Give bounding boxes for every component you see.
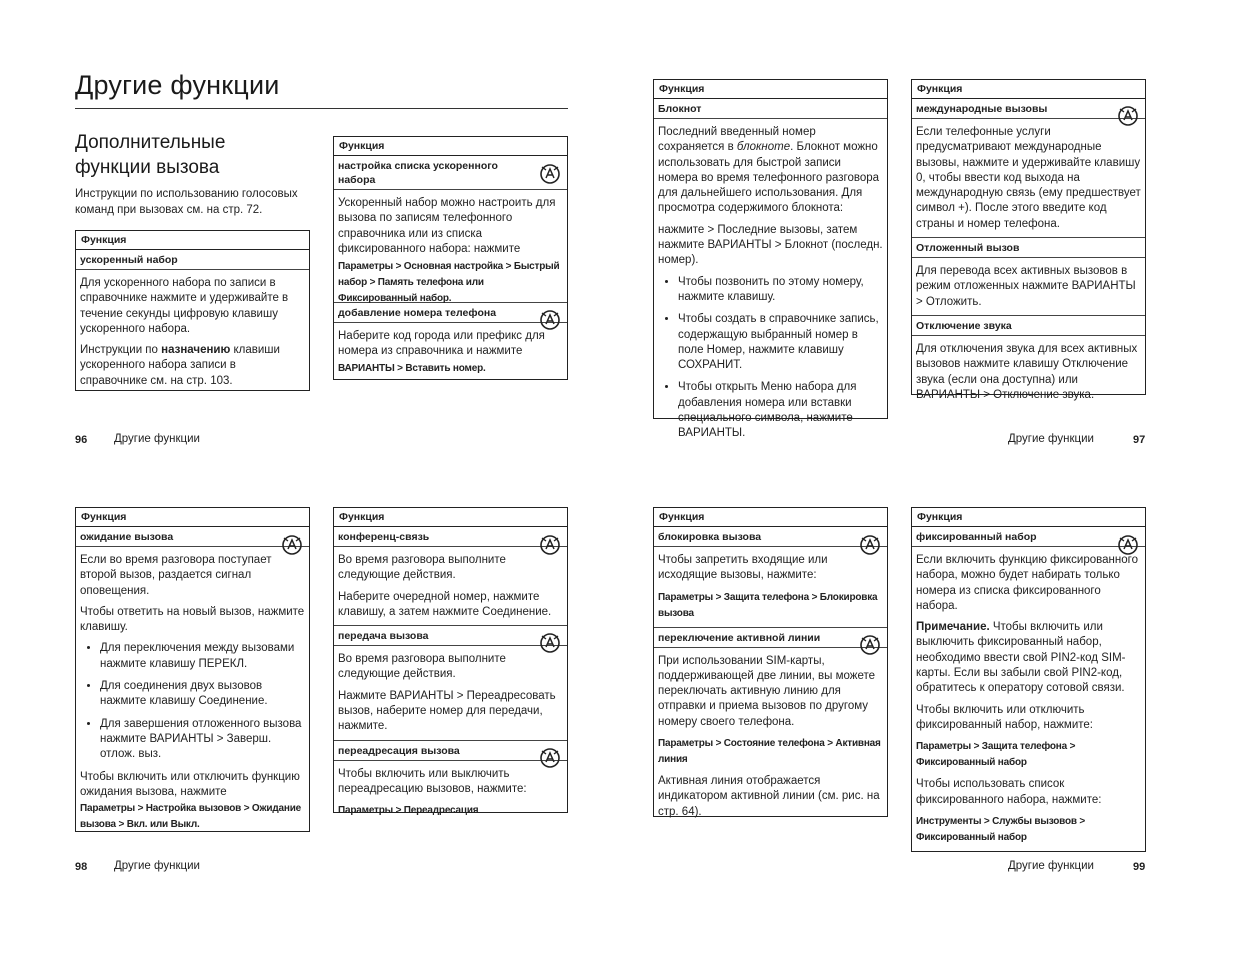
feature-section <box>912 316 1145 408</box>
feature-text: Для ускоренного набора по записи в справочнике нажмите и удерживайте в течение секунды цифровую клавишу ускоренного набора. <box>80 277 289 335</box>
table-header: Функция <box>76 508 309 527</box>
page-number: 96 <box>75 434 88 446</box>
network-feature-icon <box>859 634 881 656</box>
feature-text: При использовании SIM-карты, поддерживающей две линии, вы можете переключать активную линию для отправки и приема вызовов по другому номеру своего телефона. <box>658 654 876 728</box>
feature-section <box>334 156 567 303</box>
feature-section <box>912 238 1145 316</box>
feature-text: нажмите > Последние вызовы, затем нажмите ВАРИАНТЫ > Блокнот (последн. номер). <box>658 223 883 267</box>
feature-title: передача вызова <box>334 628 567 646</box>
page-number: 98 <box>75 861 88 873</box>
list-item: • Для завершения отложенного вызова нажмите ВАРИАНТЫ > Заверш. отлож. выз. <box>100 717 305 763</box>
feature-title: блокировка вызова <box>654 529 887 547</box>
table-header: Функция <box>76 231 309 250</box>
page-number: 97 <box>1133 434 1146 446</box>
table-header: Функция <box>912 508 1145 527</box>
feature-text: Ускоренный набор можно настроить для вызова по записям телефонного справочника или из списка фиксированного набора: нажмите <box>338 197 556 255</box>
feature-text: Для отключения звука для всех активных вызовов нажмите клавишу Отключение звука (если она доступна) или ВАРИАНТЫ > Отключение звука. <box>916 342 1138 401</box>
page-number: 99 <box>1133 861 1146 873</box>
feature-text: Если телефонные услуги предусматривают международные вызовы, нажмите и удерживайте клавишу 0, чтобы ввести код выхода на международную связь (ему предшествует символ +). После этого введите код страны и номер телефона. <box>916 126 1141 230</box>
list-item: • Чтобы создать в справочнике запись, содержащую выбранный номер в поле Номер, нажмите клавишу СОХРАНИТ. <box>678 312 883 373</box>
feature-section <box>334 527 567 626</box>
running-footer: Другие функции <box>1008 433 1094 445</box>
feature-title: Блокнот <box>654 101 887 119</box>
text-span: Чтобы включить или выключить фиксированный набор, необходимо ввести свой PIN2-код SIM-карты. Если вы забыли свой PIN2-код, обратитесь к оператору сотовой связи. <box>916 621 1126 695</box>
feature-text: Чтобы использовать список фиксированного набора, нажмите: <box>916 778 1102 806</box>
bullet-list <box>658 275 883 442</box>
link-text: назначению <box>161 344 231 357</box>
feature-text: Чтобы запретить входящие или исходящие вызовы, нажмите: <box>658 554 828 582</box>
network-feature-icon <box>539 163 561 185</box>
feature-table <box>653 507 888 817</box>
text-span: Инструкции по <box>80 344 162 357</box>
feature-section <box>334 626 567 740</box>
feature-table <box>75 230 310 391</box>
text-span: клавиши ускоренного набора записи в справочнике см. на стр. 103. <box>80 344 280 387</box>
feature-section <box>912 99 1145 238</box>
feature-section <box>654 628 887 825</box>
feature-text <box>658 125 883 217</box>
feature-title: Отложенный вызов <box>912 240 1145 258</box>
feature-text: Чтобы включить или выключить переадресацию вызовов, нажмите: <box>338 767 527 795</box>
menu-path: Параметры > Защита телефона > Блокировка вызова <box>658 591 878 619</box>
table-header: Функция <box>334 508 567 527</box>
section-heading-line2: функции вызова <box>75 157 220 178</box>
list-item: • Чтобы открыть Меню набора для добавления номера или вставки специального символа, нажмите ВАРИАНТЫ. <box>678 380 883 441</box>
note-label: Примечание. <box>916 621 990 634</box>
feature-section <box>654 527 887 628</box>
running-footer: Другие функции <box>114 433 200 445</box>
list-item: • Чтобы позвонить по этому номеру, нажмите клавишу. <box>678 275 883 306</box>
feature-title: международные вызовы <box>912 101 1145 119</box>
network-feature-icon <box>281 534 303 556</box>
feature-text: Во время разговора выполните следующие действия. <box>338 554 506 582</box>
feature-section <box>654 99 887 454</box>
network-feature-icon <box>539 747 561 769</box>
feature-text: Активная линия отображается индикатором активной линии (см. рис. на стр. 64). <box>658 775 880 818</box>
feature-text: Нажмите ВАРИАНТЫ > Переадресовать вызов, наберите номер для передачи, нажмите. <box>338 689 556 733</box>
network-feature-icon <box>859 534 881 556</box>
feature-section <box>912 527 1145 851</box>
title-rule <box>75 108 568 109</box>
feature-text: Для перевода всех активных вызовов в режим отложенных нажмите ВАРИАНТЫ > Отложить. <box>916 265 1136 308</box>
feature-table <box>333 507 568 817</box>
feature-text: Во время разговора выполните следующие действия. <box>338 653 506 681</box>
bullet-list <box>80 641 305 762</box>
feature-text: Наберите код города или префикс для номера из справочника и нажмите <box>338 330 545 358</box>
menu-path: ВАРИАНТЫ > Вставить номер. <box>338 362 486 374</box>
feature-text: Если включить функцию фиксированного набора, можно будет набирать только номера из списка фиксированного набора. <box>916 554 1138 612</box>
feature-text: Чтобы включить или отключить функцию ожидания вызова, нажмите <box>80 770 300 798</box>
italic-text: блокноте <box>736 141 791 154</box>
feature-text: Чтобы включить или отключить фиксированный набор, нажмите: <box>916 703 1093 731</box>
running-footer: Другие функции <box>114 860 200 872</box>
feature-section <box>334 741 567 824</box>
feature-table <box>333 136 568 380</box>
section-heading-line1: Дополнительные <box>75 132 226 153</box>
feature-text <box>80 343 305 389</box>
feature-title: добавление номера телефона <box>334 305 567 323</box>
feature-title: ускоренный набор <box>76 252 309 270</box>
feature-text: Наберите очередной номер, нажмите клавишу, а затем нажмите Соединение. <box>338 590 552 618</box>
table-header: Функция <box>912 80 1145 99</box>
table-header: Функция <box>654 80 887 99</box>
network-feature-icon <box>539 632 561 654</box>
list-item: • Для соединения двух вызовов нажмите клавишу Соединение. <box>100 679 305 710</box>
feature-text: Чтобы ответить на новый вызов, нажмите клавишу. <box>80 605 305 634</box>
feature-section <box>76 527 309 838</box>
table-header: Функция <box>654 508 887 527</box>
feature-section <box>334 303 567 381</box>
feature-text: Если во время разговора поступает второй вызов, раздается сигнал оповещения. <box>80 554 272 597</box>
table-header: Функция <box>334 137 567 156</box>
menu-path: Параметры > Защита телефона > Фиксированный набор <box>916 741 1076 769</box>
menu-path: Инструменты > Службы вызовов > Фиксированный набор <box>916 815 1086 843</box>
menu-path: Параметры > Настройка вызовов > Ожидание вызова > Вкл. или Выкл. <box>80 803 301 831</box>
feature-title: переключение активной линии <box>654 630 887 648</box>
feature-title: настройка списка ускоренного набора <box>334 158 567 190</box>
feature-table <box>653 79 888 440</box>
network-feature-icon <box>539 309 561 331</box>
menu-path: Параметры > Состояние телефона > Активная линия <box>658 738 881 766</box>
feature-table <box>911 507 1146 852</box>
network-feature-icon <box>1117 105 1139 127</box>
text-span: . Блокнот можно использовать для быстрой записи номера во время телефонного разговора для дальнейшего использования. Для просмотра содержимого блокнота: <box>658 141 880 215</box>
menu-path: Параметры > Переадресация <box>338 805 479 817</box>
running-footer: Другие функции <box>1008 860 1094 872</box>
intro-text: Инструкции по использованию голосовых команд при вызовах см. на стр. 72. <box>75 188 298 216</box>
feature-table <box>911 79 1146 401</box>
network-feature-icon <box>539 534 561 556</box>
feature-title: конференц-связь <box>334 529 567 547</box>
feature-table <box>75 507 310 832</box>
text-span: Последний введенный номер сохраняется в <box>658 126 816 154</box>
feature-title: переадресация вызова <box>334 743 567 761</box>
page-title: Другие функции <box>75 70 280 100</box>
list-item: • Для переключения между вызовами нажмите клавишу ПЕРЕКЛ. <box>100 641 305 672</box>
feature-title: ожидание вызова <box>76 529 309 547</box>
note-text <box>916 620 1141 696</box>
network-feature-icon <box>1117 534 1139 556</box>
menu-path: Параметры > Основная настройка > Быстрый набор > Память телефона или Фиксированный набор. <box>338 261 560 305</box>
section-heading <box>75 130 225 180</box>
feature-section <box>76 250 309 394</box>
feature-title: Отключение звука <box>912 318 1145 336</box>
feature-title: фиксированный набор <box>912 529 1145 547</box>
